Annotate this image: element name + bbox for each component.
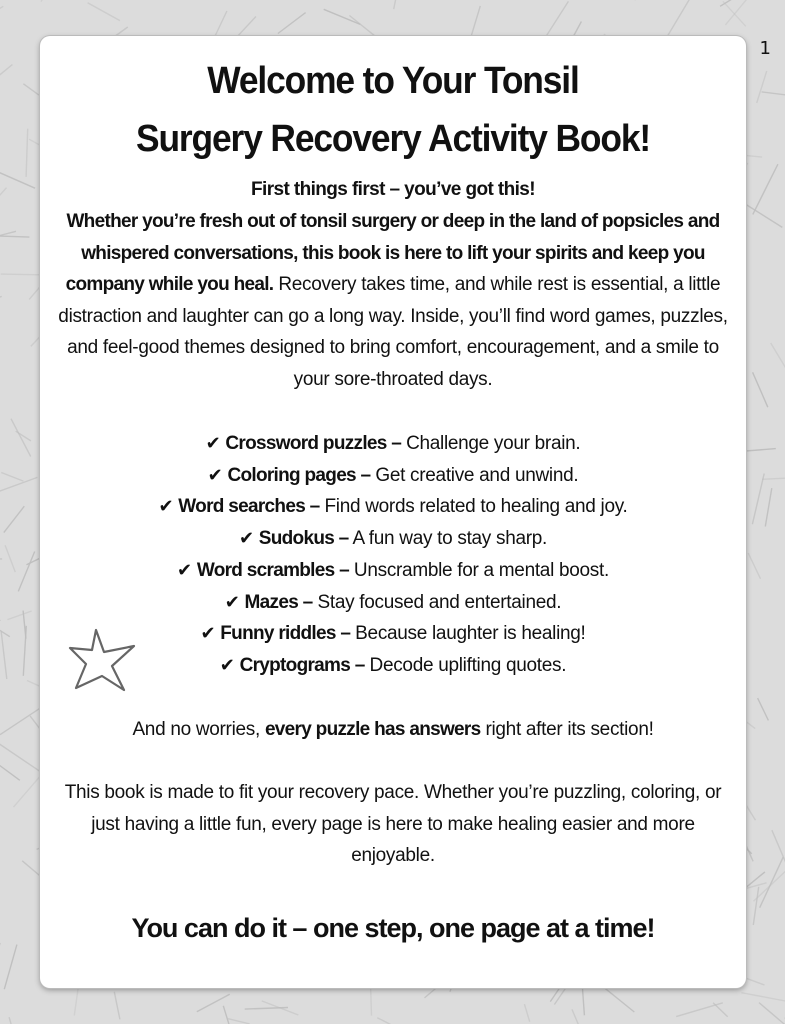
check-icon: ✔ [200,623,216,645]
page-title [78,52,709,168]
answers-note-before: And no worries, [132,718,265,740]
check-icon: ✔ [207,464,223,486]
pace-note: This book is made to fit your recovery pace. Whether you’re puzzling, coloring, or just having a little fun, every page is here to make healing easier and more enjoyable. [64,782,722,867]
item-description: Get creative and unwind. [370,464,579,486]
check-icon: ✔ [177,559,192,581]
item-label: Cryptograms – [239,654,365,676]
item-description: Find words related to healing and joy. [319,496,628,518]
list-item [54,491,732,523]
item-label: Word searches – [178,496,320,518]
item-label: Word scrambles – [196,559,349,581]
page-number: 1 [759,38,771,59]
item-label: Mazes – [244,591,313,613]
list-item [54,460,732,492]
item-label: Sudokus – [258,528,349,550]
item-description: Unscramble for a mental boost. [348,559,609,581]
list-item [54,587,732,619]
title-line-2: Surgery Recovery Activity Book! [135,118,651,160]
check-icon: ✔ [205,433,221,454]
item-label: Funny riddles – [220,623,351,645]
item-label: Crossword puzzles – [225,433,402,454]
item-description: A fun way to stay sharp. [348,528,547,550]
list-item [54,555,732,587]
list-item [54,650,732,682]
item-description: Stay focused and entertained. [312,591,562,613]
intro-regular-text: Recovery takes time, and while rest is essential, a little distraction and laughter can go a long way. Inside, you’ll find word games, puzzles, and feel-good themes designed to bring comfort, encouragement, and a smile to your sore-throated days. [58,274,728,390]
intro-bold-text: Whether you’re fresh out of tonsil surgery or deep in the land of popsicles and whispered conversations, this book is here to lift your spirits and keep you company while you heal. [65,211,720,295]
item-label: Coloring pages – [227,464,371,486]
activity-checklist [54,428,732,682]
list-item [54,618,732,650]
intro-headline: First things first – you’ve got this! [251,179,535,200]
check-icon: ✔ [219,654,235,676]
answers-note-after: right after its section! [480,718,654,740]
title-line-1: Welcome to Your Tonsil [207,60,579,102]
item-description: Decode uplifting quotes. [364,654,567,676]
check-icon: ✔ [238,528,254,550]
closing-message: You can do it – one step, one page at a time! [131,912,655,943]
star-outline-icon [68,626,140,696]
check-icon: ✔ [158,496,174,518]
content-card [40,36,746,988]
item-description: Challenge your brain. [401,433,581,454]
list-item [54,523,732,555]
answers-note-bold: every puzzle has answers [264,718,481,740]
answers-note [54,714,732,746]
check-icon: ✔ [224,591,240,613]
intro-paragraph [58,206,728,395]
list-item [54,428,732,460]
item-description: Because laughter is healing! [350,623,586,645]
